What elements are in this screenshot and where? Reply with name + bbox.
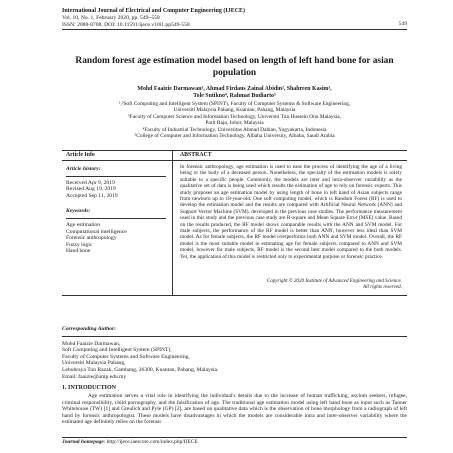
divider [66,218,166,219]
homepage-url: : http://ijece.iaescore.com/index.php/IJECE [103,439,198,445]
received-date: Received Apr 9, 2019 [66,179,115,186]
copyright-line: All rights reserved. [363,284,402,290]
corresponding-line: Mohd Faaizie Darmawan, [62,340,121,347]
section-body [62,393,407,426]
keywords-label: Keywords: [66,208,91,215]
revised-date: Revised Aug 19, 2019 [66,186,116,193]
corresponding-line: Soft Computing and Intelligent System (SPINT), [62,347,172,354]
section-heading: 1. INTRODUCTION [62,385,117,391]
authors-line-1: Mohd Faaizie Darmawan¹, Ahmad Firdaus Zainal Abidin², Shahreen Kasim³, [137,86,332,92]
affiliation-line: Parit Raja, Johor, Malaysia [205,120,264,127]
homepage-label: Journal homepage [62,439,104,445]
article-info-heading: Article Info [66,152,95,158]
keyword-item: Age estimation [66,221,101,228]
divider [66,176,166,177]
journal-header [62,8,402,28]
affiliation-line: ¹,²Soft Computing and Intelligent System (SPINT), Faculty of Computer Systems & Software Engineering, [118,101,351,107]
table-rule [62,295,407,296]
affiliation-line: ³Faculty of Computer Science and Information Technology, Universiti Tun Hussein Onn Malaysia, [128,113,341,120]
paper-title: Random forest age estimation model based on length of left hand bone for asian population [75,56,394,78]
article-info-table [62,150,407,296]
article-info-column [66,166,168,255]
corresponding-author [62,326,362,380]
spacer [66,199,168,208]
accepted-date: Accepted Sep 11, 2019 [66,192,118,199]
journal-volume: Vol. 10, No. 1, February 2020, pp. 549~558 [62,15,160,21]
affiliation-line: ⁴Faculty of Industrial Technology, Universitas Ahmad Dahlan, Yogyakarta, Indonesia [142,126,327,133]
keyword-item: Computational intelligence [66,228,127,235]
keyword-item: Forensic anthropology [66,235,117,242]
table-rule [62,160,407,161]
copyright-notice [180,278,402,290]
corresponding-line: Faculty of Computer Systems and Software Engineering, [62,353,190,360]
keyword-item: Hand bone [66,248,91,255]
journal-issn: ISSN: 2088-8708, DOI: 10.11591/ijece.v10i1.pp549-558 [62,21,190,28]
author-list [62,86,407,100]
journal-name: International Journal of Electrical and Computer Engineering (IJECE) [62,8,246,14]
footer-rule [62,437,407,438]
authors-line-2: Tole Sutikno⁴, Rahmat Budiarto⁵ [193,93,276,99]
history-label: Article history: [66,166,101,172]
corresponding-heading: Corresponding Author: [62,326,117,332]
page-footer [62,439,198,445]
corresponding-email: Email: faaizie@ump.edu.my [62,373,127,380]
affiliations [62,101,407,139]
abstract-text: In forensic anthropology, age estimation is used to ease the process of identifying the age of a living being or the body of a deceased person. Nonetheless, the specialty of the estimation models is solely suitable to a specific people. Commonly, the models are inter and intra-observer variability as the qualitative set of data is being used which results the estimation of age to rely on forensic experts. This study proposes an age estimation model by using length of bone in left hand of Asian subjects range from newborn up to 18-year-old. One soft computing model, which is Random Forest (RF) is used to develop the estimation model and the results are compared with Artificial Neural Network (ANN) and Support Vector Machine (SVM), developed in the previous case studies. The performance measurement used in this study and the previous case study are R-square and Mean Square Error (MSE) value. Based on the results produced, the RF model shows comparable results with the ANN and SVM model. For male subjects, the performance of the RF model is better than ANN, however less ideal than SVM model. As for female subjects, the RF model overperforms both ANN and SVM model. Overall, the RF model is the most suitable model in estimating age for female subjects compared to ANN and SVM model, however for male subjects, RF model is the second best model compared to the both models. Yet, the application of this model is restricted only to experimental purpose or forensic practice. [180,164,402,260]
affiliation-line: Universiti Malaysia Pahang, Kuantan, Pahang, Malaysia [173,107,296,114]
table-rule [62,150,407,151]
keyword-item: Fuzzy logic [66,241,93,248]
abstract-heading: ABSTRACT [180,152,212,158]
divider [62,336,407,337]
table-divider [172,150,173,296]
affiliation-line: ⁵College of Computer and Information Technology, Albaha University, Albaha, Saudi Arabia [134,133,335,140]
intro-paragraph: Age estimation serves a vital role in identifying the individual's details due to the increase of human trafficking, asylum seekers, refugee, criminal responsibility, child pornography, and the falsification of age. The traditional age estimation model using left hand bone as input such as Tanner Whitehouse (TW) [1] and Greulich and Pyle (GP) [2], are based on qualitative data which is the observation of bone morphology from a radiograph of left hand by forensic anthropologist. These models have disadvantages in which the models are considerable intra and inter-observer variability where the estimated age definitely relies on the forensic [62,393,407,425]
page-number: 549 [398,21,407,27]
corresponding-line: Universiti Malaysia Pahang, [62,360,126,367]
header-rule [62,29,407,30]
copyright-line: Copyright © 2020 Institute of Advanced Engineering and Science. [266,278,402,284]
corresponding-line: Lebuhraya Tun Razak, Gambang, 26300, Kuantan, Pahang, Malaysia. [62,366,219,373]
